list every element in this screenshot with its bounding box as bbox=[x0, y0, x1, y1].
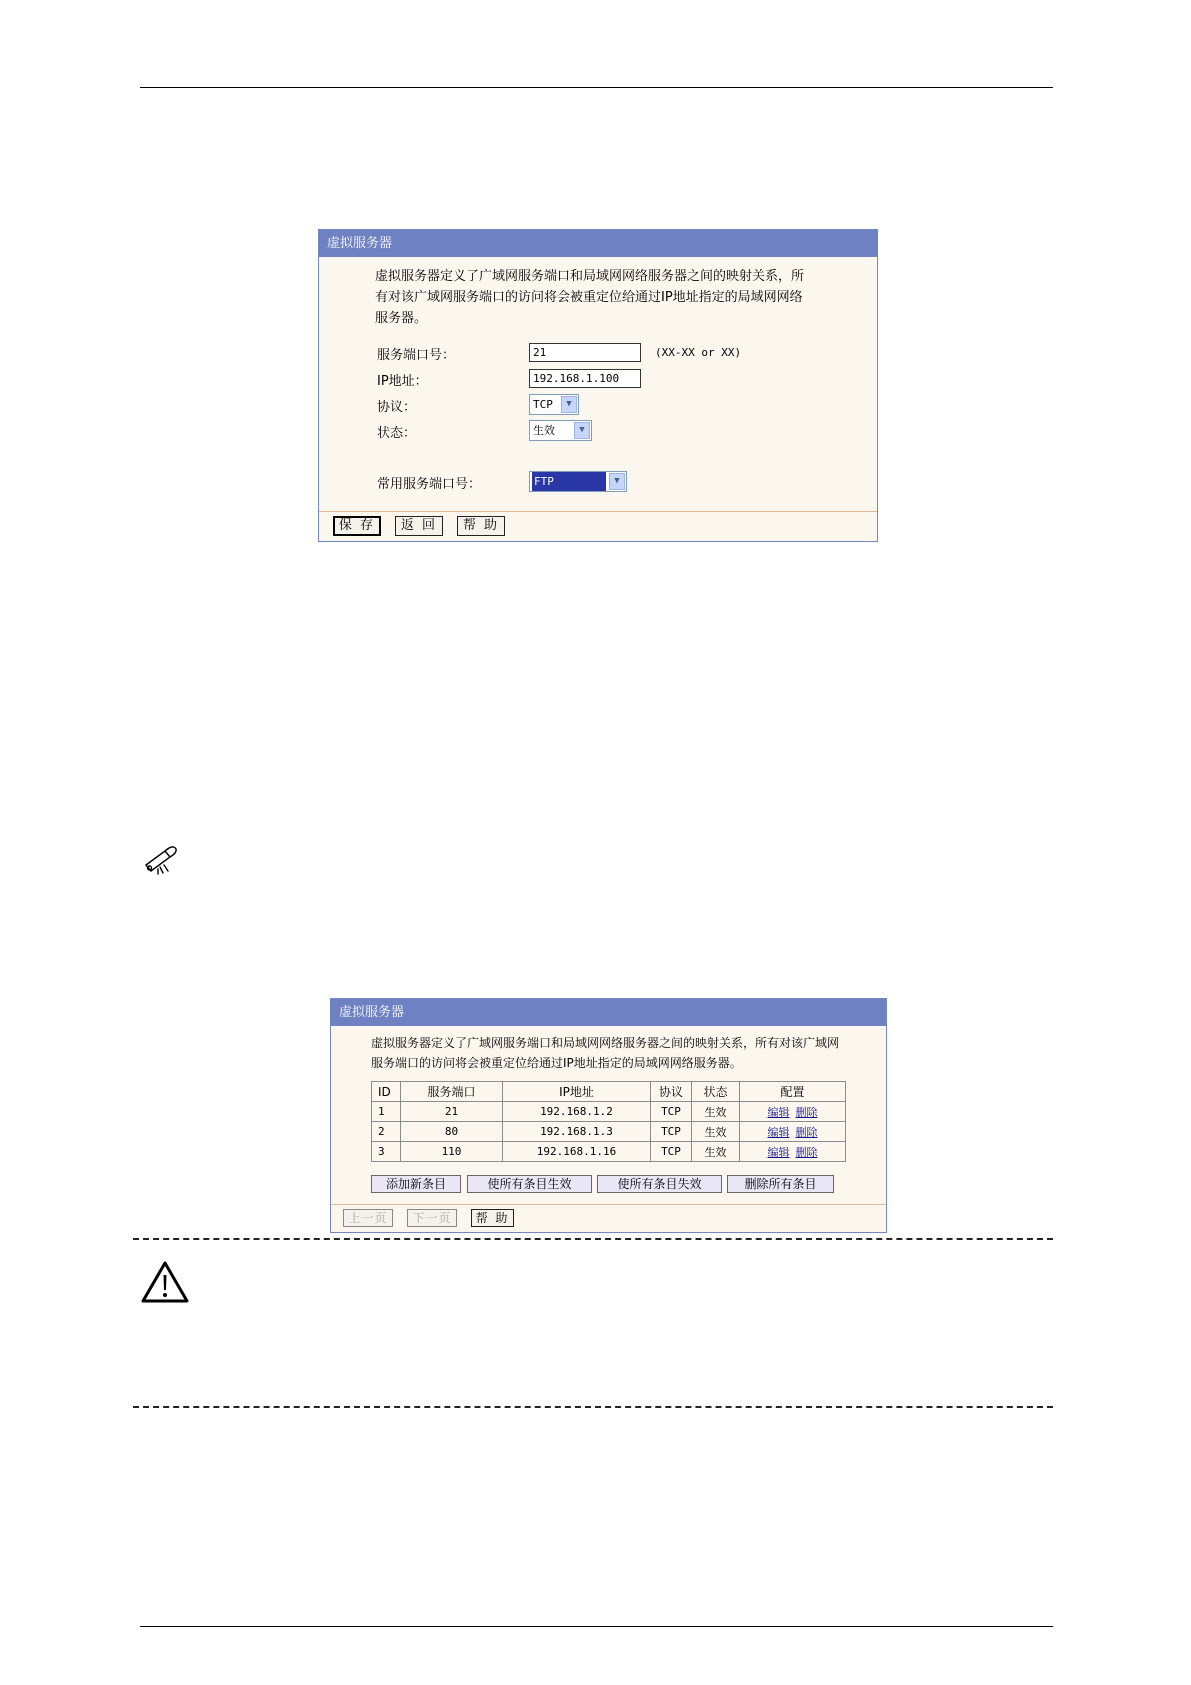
edit-link[interactable]: 编辑 bbox=[767, 1105, 790, 1119]
warning-top-divider bbox=[133, 1238, 1053, 1240]
port-format-hint: (XX-XX or XX) bbox=[655, 346, 742, 359]
chevron-down-icon[interactable]: ▼ bbox=[609, 473, 625, 490]
common-port-label: 常用服务端口号： bbox=[377, 477, 482, 492]
chevron-down-icon[interactable]: ▼ bbox=[574, 422, 590, 439]
note-icon bbox=[143, 843, 179, 875]
ip-label: IP地址： bbox=[377, 374, 428, 389]
edit-link[interactable]: 编辑 bbox=[767, 1125, 790, 1139]
panel-description: 虚拟服务器定义了广域网服务端口和局域网网络服务器之间的映射关系，所 有对该广域网服务端口的访问将会被重定位给通过IP地址指定的局域网网络 服务器。 bbox=[375, 269, 805, 326]
protocol-label: 协议： bbox=[377, 400, 417, 415]
table-row: 3 110 192.168.1.16 TCP 生效 编辑 删除 bbox=[372, 1142, 846, 1162]
common-port-select[interactable]: FTP ▼ bbox=[529, 471, 627, 492]
table-row: 1 21 192.168.1.2 TCP 生效 编辑 删除 bbox=[372, 1102, 846, 1122]
delete-link[interactable]: 删除 bbox=[795, 1145, 818, 1159]
protocol-select[interactable]: TCP ▼ bbox=[529, 394, 579, 415]
save-button[interactable]: 保 存 bbox=[333, 516, 381, 536]
virtual-server-list-panel bbox=[330, 998, 887, 1233]
status-label: 状态： bbox=[377, 426, 417, 441]
port-input[interactable]: 21 bbox=[529, 343, 641, 362]
status-select[interactable]: 生效 ▼ bbox=[529, 420, 592, 441]
help-button[interactable]: 帮 助 bbox=[457, 516, 505, 536]
help-button[interactable]: 帮 助 bbox=[471, 1209, 514, 1227]
column-header: ID bbox=[372, 1082, 401, 1102]
header-rule bbox=[140, 87, 1053, 88]
add-entry-button[interactable]: 添加新条目 bbox=[371, 1175, 461, 1193]
disable-all-button[interactable]: 使所有条目失效 bbox=[597, 1175, 722, 1193]
edit-link[interactable]: 编辑 bbox=[767, 1145, 790, 1159]
enable-all-button[interactable]: 使所有条目生效 bbox=[467, 1175, 592, 1193]
chevron-down-icon[interactable]: ▼ bbox=[561, 396, 577, 413]
column-header: 状态 bbox=[692, 1082, 740, 1102]
port-label: 服务端口号： bbox=[377, 348, 456, 363]
table-row: 2 80 192.168.1.3 TCP 生效 编辑 删除 bbox=[372, 1122, 846, 1142]
panel-title: 虚拟服务器 bbox=[331, 999, 886, 1026]
delete-link[interactable]: 删除 bbox=[795, 1125, 818, 1139]
virtual-server-table bbox=[371, 1081, 846, 1162]
column-header: 配置 bbox=[740, 1082, 846, 1102]
panel-title: 虚拟服务器 bbox=[319, 230, 877, 257]
back-button[interactable]: 返 回 bbox=[395, 516, 443, 536]
delete-all-button[interactable]: 删除所有条目 bbox=[727, 1175, 834, 1193]
table-header-row bbox=[372, 1082, 846, 1102]
virtual-server-form-panel bbox=[318, 229, 878, 542]
column-header: 协议 bbox=[651, 1082, 692, 1102]
delete-link[interactable]: 删除 bbox=[795, 1105, 818, 1119]
footer-rule bbox=[140, 1626, 1053, 1627]
column-header: 服务端口 bbox=[401, 1082, 503, 1102]
panel-description: 虚拟服务器定义了广域网服务端口和局域网网络服务器之间的映射关系，所有对该广域网 服务端口的访问将会被重定位给通过IP地址指定的局域网网络服务器。 bbox=[371, 1036, 840, 1070]
next-page-button[interactable]: 下一页 bbox=[407, 1209, 457, 1227]
warning-bottom-divider bbox=[133, 1406, 1053, 1408]
ip-input[interactable]: 192.168.1.100 bbox=[529, 369, 641, 388]
panel-footer bbox=[319, 511, 877, 541]
prev-page-button[interactable]: 上一页 bbox=[343, 1209, 393, 1227]
panel-footer bbox=[331, 1204, 886, 1232]
warning-icon bbox=[140, 1260, 190, 1304]
column-header: IP地址 bbox=[503, 1082, 651, 1102]
